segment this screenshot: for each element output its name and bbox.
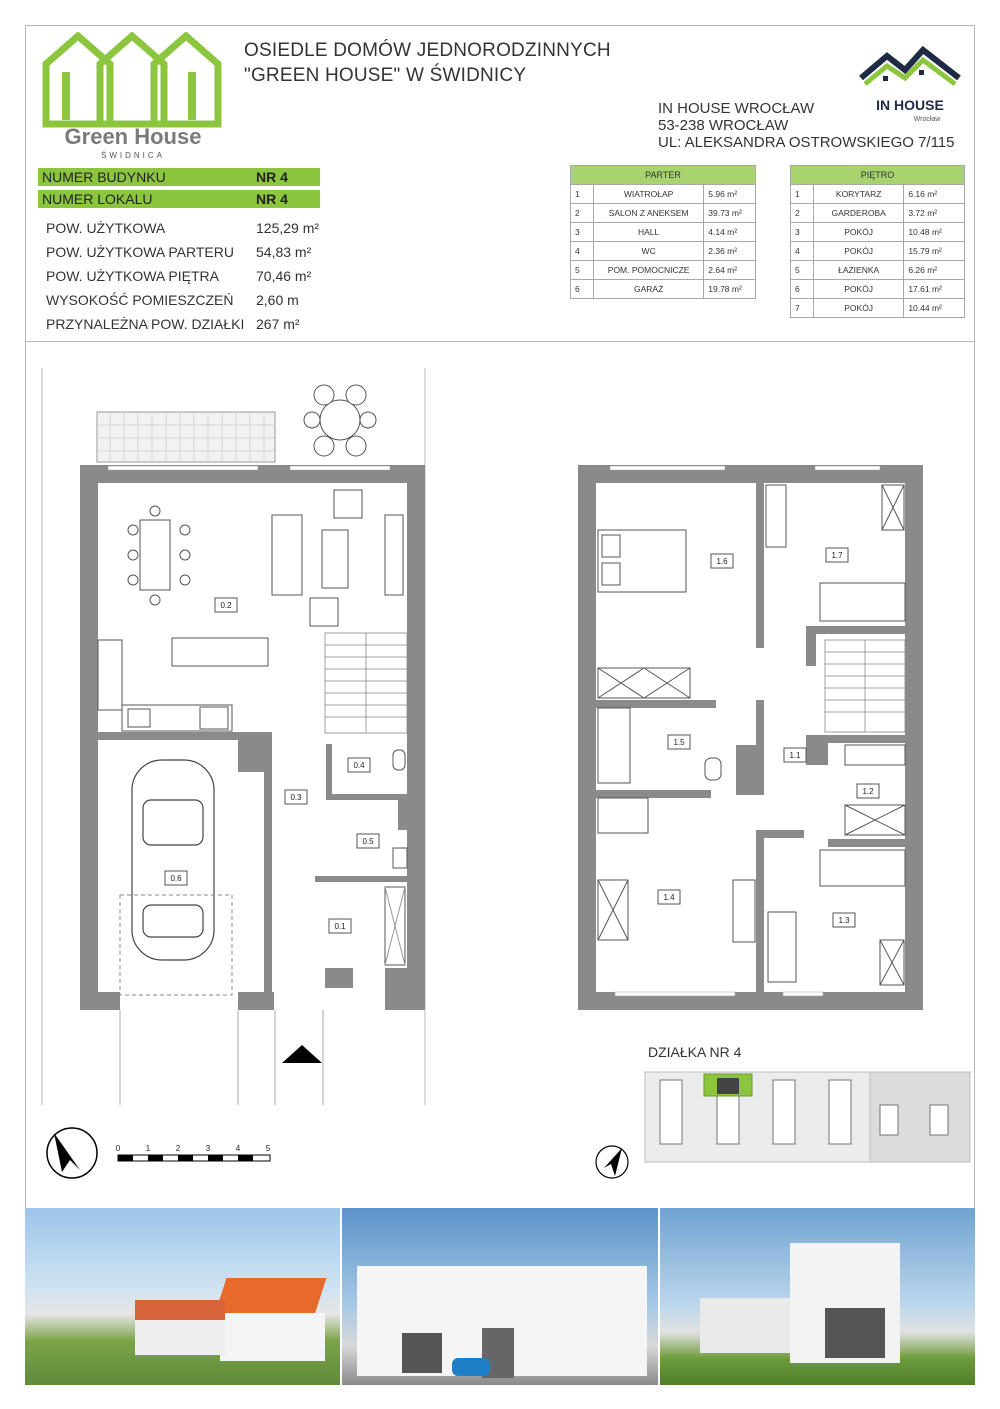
- room-area: 3.72 m²: [904, 204, 965, 223]
- info-row: [38, 288, 320, 312]
- stairs-ground: [325, 633, 407, 733]
- room-label: 0.5: [362, 837, 374, 846]
- scale-tick: 1: [145, 1144, 151, 1153]
- info-value: 70,46 m²: [256, 268, 312, 284]
- terrace: [97, 412, 275, 462]
- table-row: [791, 185, 965, 204]
- scale-tick: 2: [175, 1144, 181, 1153]
- table-row: [791, 223, 965, 242]
- rendering-image: [660, 1208, 975, 1385]
- entrance-arrow-icon: [282, 1045, 322, 1063]
- room-label: 0.3: [290, 793, 302, 802]
- scale-tick: 3: [205, 1144, 211, 1153]
- inhouse-logo-text: IN HOUSE: [876, 97, 944, 113]
- scale-tick: 0: [115, 1144, 121, 1153]
- room-area: 4.14 m²: [704, 223, 756, 242]
- title-line-1: OSIEDLE DOMÓW JEDNORODZINNYCH: [244, 40, 611, 61]
- renderings: [25, 1208, 975, 1385]
- room-label: 1.4: [663, 893, 675, 902]
- room-area: 6.26 m²: [904, 261, 965, 280]
- room-no: 1: [571, 185, 594, 204]
- plot-label: DZIAŁKA NR 4: [648, 1044, 742, 1060]
- table-row: [791, 299, 965, 318]
- company-line-3: UL: ALEKSANDRA OSTROWSKIEGO 7/115: [658, 134, 955, 151]
- inhouse-logo-sub: Wrocław: [913, 116, 941, 123]
- rendering-image: [342, 1208, 659, 1385]
- info-value: 267 m²: [256, 316, 300, 332]
- pietro-title: PIĘTRO: [791, 166, 965, 185]
- parter-title: PARTER: [571, 166, 756, 185]
- room-no: 3: [571, 223, 594, 242]
- info-row: [38, 216, 320, 240]
- info-label: POW. UŻYTKOWA PIĘTRA: [46, 268, 219, 284]
- plot-map: [645, 1072, 970, 1162]
- header-divider: [25, 341, 975, 342]
- info-label: WYSOKOŚĆ POMIESZCZEŃ: [46, 292, 234, 308]
- room-no: 6: [791, 280, 814, 299]
- info-row: [38, 312, 320, 336]
- brand-sub: ŚWIDNICA: [101, 151, 165, 160]
- info-row: [38, 240, 320, 264]
- garden-table: [304, 385, 376, 456]
- room-area: 6.16 m²: [904, 185, 965, 204]
- room-name: POKÓJ: [814, 242, 904, 261]
- room-label: 1.6: [716, 557, 728, 566]
- room-label: 1.1: [789, 751, 801, 760]
- room-name: GARDEROBA: [814, 204, 904, 223]
- room-area: 2.64 m²: [704, 261, 756, 280]
- scale-tick: 4: [235, 1144, 241, 1153]
- room-label: 1.2: [862, 787, 874, 796]
- parter-table: [570, 165, 756, 299]
- room-no: 6: [571, 280, 594, 299]
- company-line-1: IN HOUSE WROCŁAW: [658, 100, 815, 117]
- info-label: POW. UŻYTKOWA PARTERU: [46, 244, 234, 260]
- info-label: POW. UŻYTKOWA: [46, 220, 166, 236]
- table-row: [571, 223, 756, 242]
- title-line-2: "GREEN HOUSE" W ŚWIDNICY: [244, 65, 527, 86]
- room-label: 1.3: [838, 916, 850, 925]
- building-label: NUMER BUDYNKU: [42, 169, 166, 185]
- floor-plans: [30, 355, 975, 1200]
- room-label: 0.6: [170, 874, 182, 883]
- room-label: 0.1: [334, 922, 346, 931]
- room-name: SALON Z ANEKSEM: [594, 204, 704, 223]
- company-line-2: 53-238 WROCŁAW: [658, 117, 789, 134]
- room-no: 7: [791, 299, 814, 318]
- unit-value: NR 4: [256, 191, 288, 207]
- table-row: [571, 280, 756, 299]
- room-name: POM. POMOCNICZE: [594, 261, 704, 280]
- car-icon: [132, 760, 214, 960]
- in-house-logo: [855, 42, 965, 124]
- room-area: 2.36 m²: [704, 242, 756, 261]
- scale-bar: [116, 1144, 271, 1161]
- page-title: [244, 38, 611, 88]
- room-no: 5: [791, 261, 814, 280]
- table-row: [571, 185, 756, 204]
- info-value: 54,83 m²: [256, 244, 312, 260]
- room-area: 19.78 m²: [704, 280, 756, 299]
- building-value: NR 4: [256, 169, 288, 185]
- room-area: 10.48 m²: [904, 223, 965, 242]
- info-value: 125,29 m²: [256, 220, 320, 236]
- scale-tick: 5: [265, 1144, 271, 1153]
- room-no: 3: [791, 223, 814, 242]
- room-area: 15.79 m²: [904, 242, 965, 261]
- table-row: [571, 242, 756, 261]
- room-label: 0.4: [353, 761, 365, 770]
- room-no: 2: [571, 204, 594, 223]
- room-label: 1.5: [673, 738, 685, 747]
- stairs-upper: [825, 640, 905, 732]
- table-row: [791, 261, 965, 280]
- room-area: 10.44 m²: [904, 299, 965, 318]
- room-name: HALL: [594, 223, 704, 242]
- room-no: 4: [571, 242, 594, 261]
- room-name: ŁAZIENKA: [814, 261, 904, 280]
- unit-number-row: [38, 190, 320, 208]
- pietro-table: [790, 165, 965, 318]
- info-row: [38, 264, 320, 288]
- room-no: 1: [791, 185, 814, 204]
- room-name: KORYTARZ: [814, 185, 904, 204]
- room-area: 5.96 m²: [704, 185, 756, 204]
- room-name: GARAŻ: [594, 280, 704, 299]
- unit-label: NUMER LOKALU: [42, 191, 153, 207]
- room-label: 0.2: [220, 601, 232, 610]
- table-row: [791, 280, 965, 299]
- room-area: 17.61 m²: [904, 280, 965, 299]
- room-no: 5: [571, 261, 594, 280]
- room-name: WC: [594, 242, 704, 261]
- rendering-image: [25, 1208, 342, 1385]
- brand-name: Green House: [64, 124, 202, 149]
- room-name: POKÓJ: [814, 299, 904, 318]
- unit-info: [38, 168, 320, 336]
- info-value: 2,60 m: [256, 292, 299, 308]
- north-arrow-icon: [47, 1128, 97, 1178]
- info-label: PRZYNALEŻNA POW. DZIAŁKI: [46, 316, 245, 332]
- room-no: 4: [791, 242, 814, 261]
- north-arrow-icon: [596, 1146, 628, 1178]
- green-house-logo: [38, 32, 228, 162]
- table-row: [571, 261, 756, 280]
- room-label: 1.7: [831, 551, 843, 560]
- room-no: 2: [791, 204, 814, 223]
- room-name: POKÓJ: [814, 223, 904, 242]
- table-row: [791, 242, 965, 261]
- building-number-row: [38, 168, 320, 186]
- table-row: [791, 204, 965, 223]
- room-name: WIATROŁAP: [594, 185, 704, 204]
- living-furniture: [98, 490, 403, 731]
- table-row: [571, 204, 756, 223]
- room-area: 39.73 m²: [704, 204, 756, 223]
- room-name: POKÓJ: [814, 280, 904, 299]
